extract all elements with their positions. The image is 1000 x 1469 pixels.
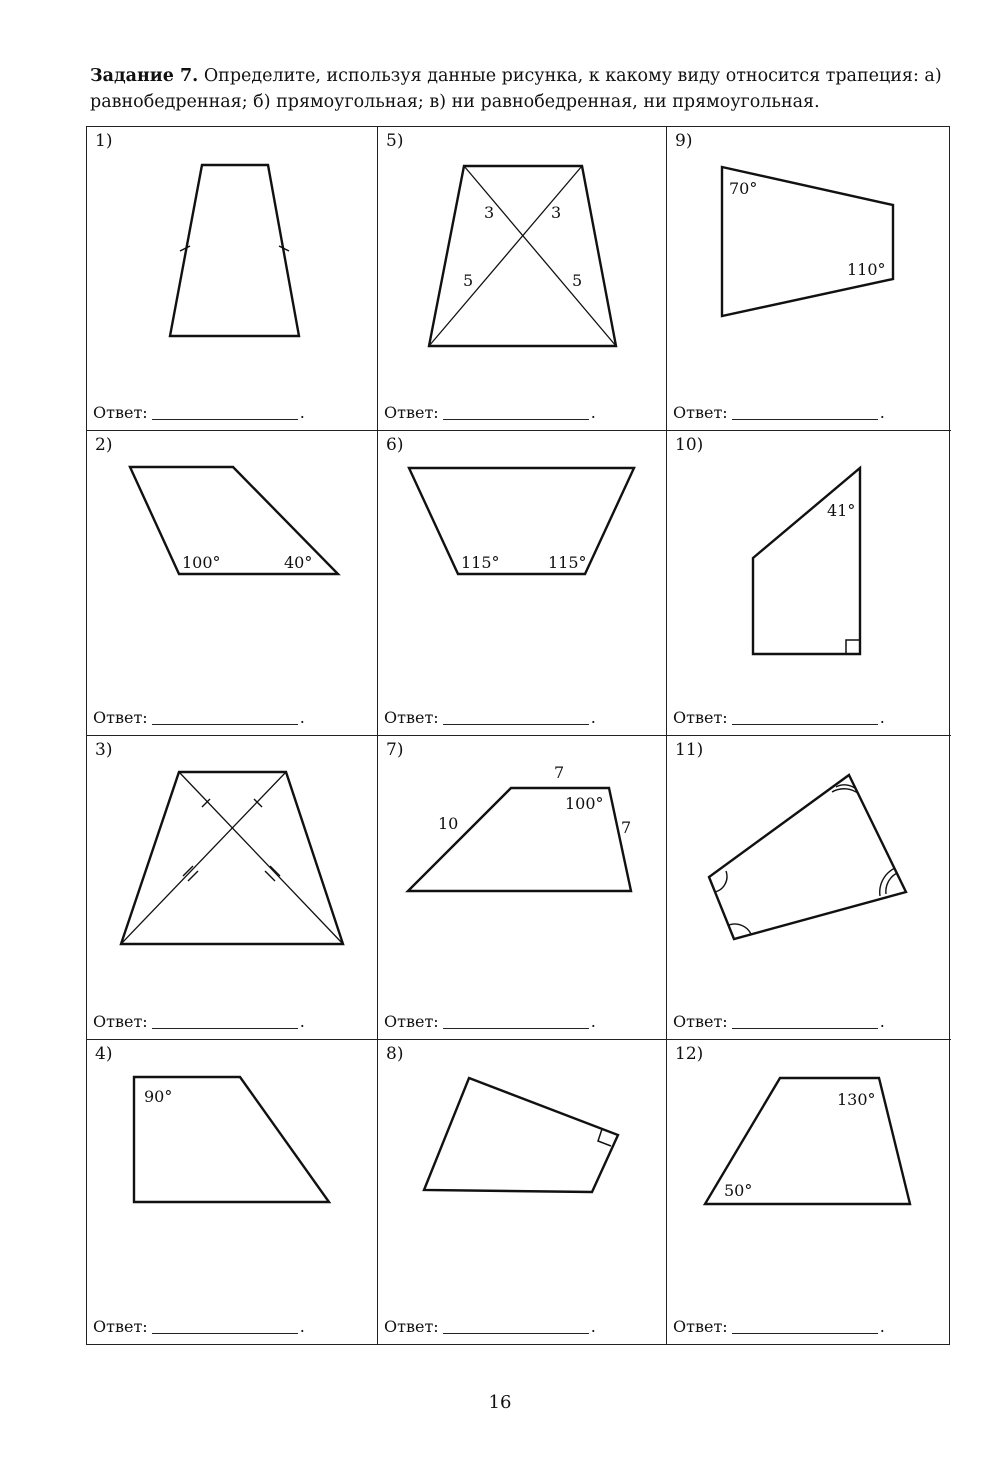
answer-line: Ответ: . — [93, 1011, 305, 1031]
answer-blank[interactable] — [732, 1333, 878, 1334]
figure-number: 5) — [386, 131, 404, 151]
answer-blank[interactable] — [443, 724, 589, 725]
answer-label: Ответ: — [384, 1317, 439, 1336]
diagonal-label: 5 — [572, 271, 583, 290]
figure-number: 9) — [675, 131, 693, 151]
answer-blank[interactable] — [443, 1028, 589, 1029]
angle-label: 70° — [729, 179, 758, 198]
cell-7 — [378, 736, 667, 1040]
answer-label: Ответ: — [673, 1011, 728, 1031]
answer-label: Ответ: — [93, 1011, 148, 1031]
answer-line: Ответ: . — [673, 1317, 885, 1336]
cell-4 — [87, 1040, 378, 1344]
isosceles-trapezoid-figure — [87, 127, 377, 430]
right-trapezoid-figure — [667, 431, 951, 734]
answer-blank[interactable] — [732, 1028, 878, 1029]
angle-label: 115° — [548, 553, 587, 573]
cell-11 — [667, 736, 951, 1040]
angle-label: 100° — [182, 553, 221, 573]
answer-label: Ответ: — [384, 707, 439, 727]
cell-2 — [87, 431, 378, 735]
answer-line: Ответ: . — [384, 1317, 596, 1336]
answer-line: Ответ: . — [384, 1011, 596, 1031]
figure-number: 3) — [95, 739, 113, 760]
answer-blank[interactable] — [152, 419, 298, 420]
task-text: Определите, используя данные рисунка, к какому виду относится трапеция: а) равнобедренная; б) прямоугольная; в) ни равнобедренная, ни прямоугольная. — [90, 66, 942, 112]
answer-blank[interactable] — [443, 419, 589, 420]
answer-line: Ответ: . — [93, 707, 305, 727]
side-label: 10 — [438, 813, 459, 833]
answer-label: Ответ: — [384, 403, 439, 423]
angle-label: 41° — [827, 501, 856, 521]
cell-6 — [378, 431, 667, 735]
cell-12 — [667, 1040, 951, 1344]
angle-label: 50° — [724, 1180, 753, 1200]
figure-number: 6) — [386, 435, 404, 456]
right-trapezoid-figure — [87, 1040, 377, 1344]
answer-label: Ответ: — [384, 1011, 439, 1031]
trapezoid-diagonals-figure — [378, 127, 666, 430]
parallelogram-trapezoid-figure — [87, 431, 377, 734]
trapezoid-equal-diagonals-figure — [87, 736, 377, 1039]
answer-line: Ответ: . — [384, 707, 596, 727]
page-number: 16 — [488, 1392, 512, 1413]
cell-9 — [667, 127, 951, 431]
answer-blank[interactable] — [732, 724, 878, 725]
inverted-trapezoid-figure — [378, 431, 666, 734]
answer-label: Ответ: — [93, 403, 148, 423]
answer-blank[interactable] — [443, 1333, 589, 1334]
answer-label: Ответ: — [673, 1317, 728, 1336]
trapezoid-sides-figure — [378, 736, 666, 1039]
answer-label: Ответ: — [673, 403, 728, 423]
task-label: Задание 7. — [90, 66, 199, 86]
cell-8 — [378, 1040, 667, 1344]
angle-label: 100° — [565, 793, 604, 813]
cell-3 — [87, 736, 378, 1040]
diagonal-label: 5 — [463, 271, 474, 290]
answer-line: Ответ: . — [673, 403, 885, 423]
rotated-right-trapezoid-figure — [378, 1040, 666, 1344]
cell-5 — [378, 127, 667, 431]
answer-label: Ответ: — [93, 707, 148, 727]
answer-label: Ответ: — [673, 707, 728, 727]
answer-line: Ответ: . — [93, 1317, 305, 1336]
figure-number: 12) — [675, 1043, 704, 1064]
figure-number: 10) — [675, 435, 704, 456]
answer-line: Ответ: . — [93, 403, 305, 423]
answer-line: Ответ: . — [673, 707, 885, 727]
trapezoid-angles-figure — [667, 1040, 951, 1344]
answer-blank[interactable] — [152, 1028, 298, 1029]
answer-line: Ответ: . — [673, 1011, 885, 1031]
side-label: 7 — [621, 817, 632, 837]
cell-1 — [87, 127, 378, 431]
figure-number: 7) — [386, 739, 404, 760]
trapezoid-angles-figure — [667, 127, 951, 430]
figure-number: 2) — [95, 435, 113, 456]
diagonal-label: 3 — [484, 203, 495, 222]
angle-label: 130° — [837, 1089, 876, 1109]
answer-blank[interactable] — [732, 419, 878, 420]
figure-number: 11) — [675, 739, 704, 760]
angle-label: 115° — [461, 553, 500, 573]
figure-number: 8) — [386, 1043, 404, 1064]
answer-label: Ответ: — [93, 1317, 148, 1336]
rotated-trapezoid-figure — [667, 736, 951, 1039]
cell-10 — [667, 431, 951, 735]
angle-label: 40° — [284, 553, 313, 573]
side-label: 7 — [554, 762, 565, 782]
angle-label: 90° — [144, 1086, 173, 1106]
figure-number: 4) — [95, 1043, 113, 1064]
task-statement — [90, 63, 960, 115]
angle-label: 110° — [847, 260, 886, 279]
diagonal-label: 3 — [551, 203, 562, 222]
figure-number: 1) — [95, 131, 113, 151]
answer-blank[interactable] — [152, 724, 298, 725]
answer-line: Ответ: . — [384, 403, 596, 423]
exercise-grid — [86, 126, 950, 1345]
answer-blank[interactable] — [152, 1333, 298, 1334]
